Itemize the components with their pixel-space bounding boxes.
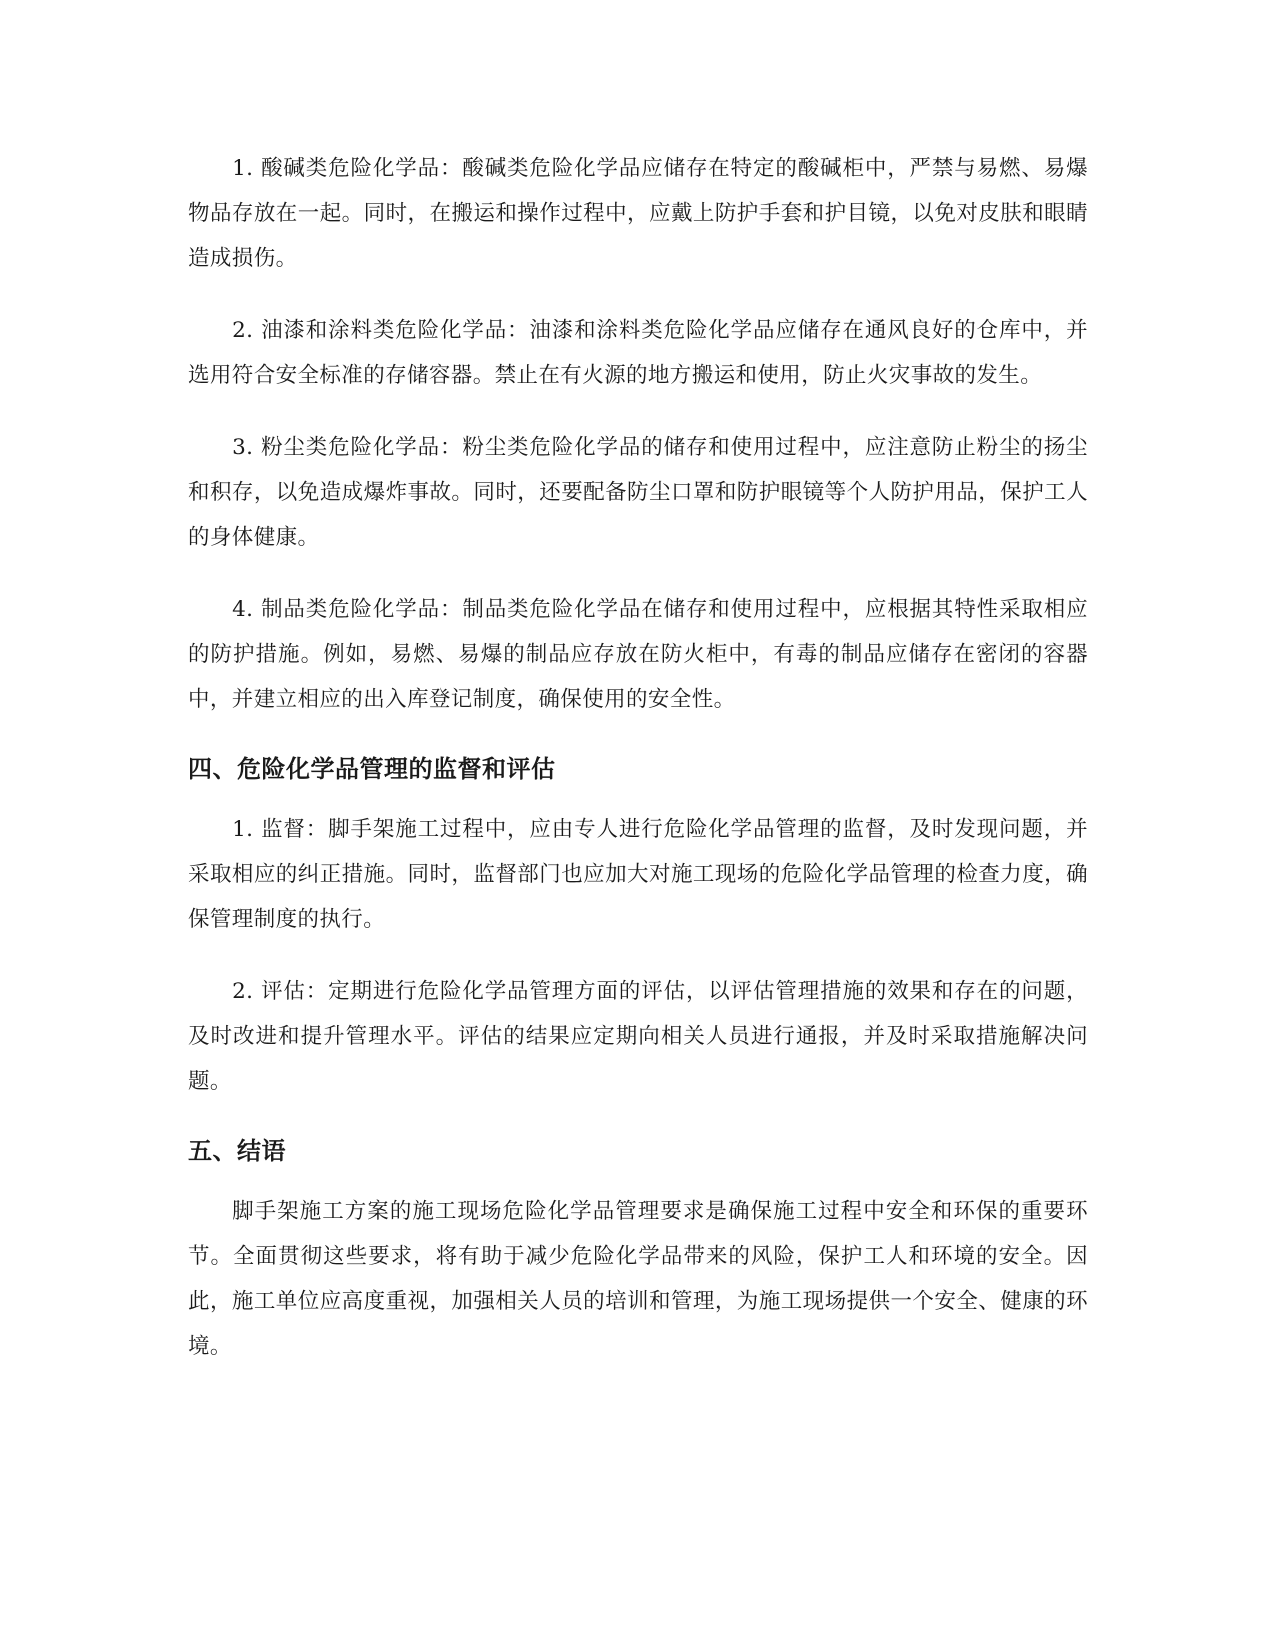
paragraph-supervision: 1. 监督：脚手架施工过程中，应由专人进行危险化学品管理的监督，及时发现问题，并采取相应的纠正措施。同时，监督部门也应加大对施工现场的危险化学品管理的检查力度，确保管理制度的执行。 (188, 817, 1088, 932)
paragraph-dust: 3. 粉尘类危险化学品：粉尘类危险化学品的储存和使用过程中，应注意防止粉尘的扬尘和积存，以免造成爆炸事故。同时，还要配备防尘口罩和防护眼镜等个人防护用品，保护工人的身体健康。 (188, 435, 1088, 550)
paragraph-conclusion: 脚手架施工方案的施工现场危险化学品管理要求是确保施工过程中安全和环保的重要环节。全面贯彻这些要求，将有助于减少危险化学品带来的风险，保护工人和环境的安全。因此，施工单位应高度重视，加强相关人员的培训和管理，为施工现场提供一个安全、健康的环境。 (188, 1199, 1088, 1359)
document-body (188, 146, 1088, 1396)
section-heading-conclusion: 五、结语 (188, 1137, 286, 1165)
section-heading-supervision: 四、危险化学品管理的监督和评估 (188, 755, 556, 783)
paragraph-paint-coating: 2. 油漆和涂料类危险化学品：油漆和涂料类危险化学品应储存在通风良好的仓库中，并选用符合安全标准的存储容器。禁止在有火源的地方搬运和使用，防止火灾事故的发生。 (188, 318, 1088, 388)
paragraph-acid-base: 1. 酸碱类危险化学品：酸碱类危险化学品应储存在特定的酸碱柜中，严禁与易燃、易爆物品存放在一起。同时，在搬运和操作过程中，应戴上防护手套和护目镜，以免对皮肤和眼睛造成损伤。 (188, 156, 1088, 271)
paragraph-evaluation: 2. 评估：定期进行危险化学品管理方面的评估，以评估管理措施的效果和存在的问题，及时改进和提升管理水平。评估的结果应定期向相关人员进行通报，并及时采取措施解决问题。 (188, 979, 1088, 1094)
paragraph-products: 4. 制品类危险化学品：制品类危险化学品在储存和使用过程中，应根据其特性采取相应的防护措施。例如，易燃、易爆的制品应存放在防火柜中，有毒的制品应储存在密闭的容器中，并建立相应的出入库登记制度，确保使用的安全性。 (188, 597, 1088, 712)
